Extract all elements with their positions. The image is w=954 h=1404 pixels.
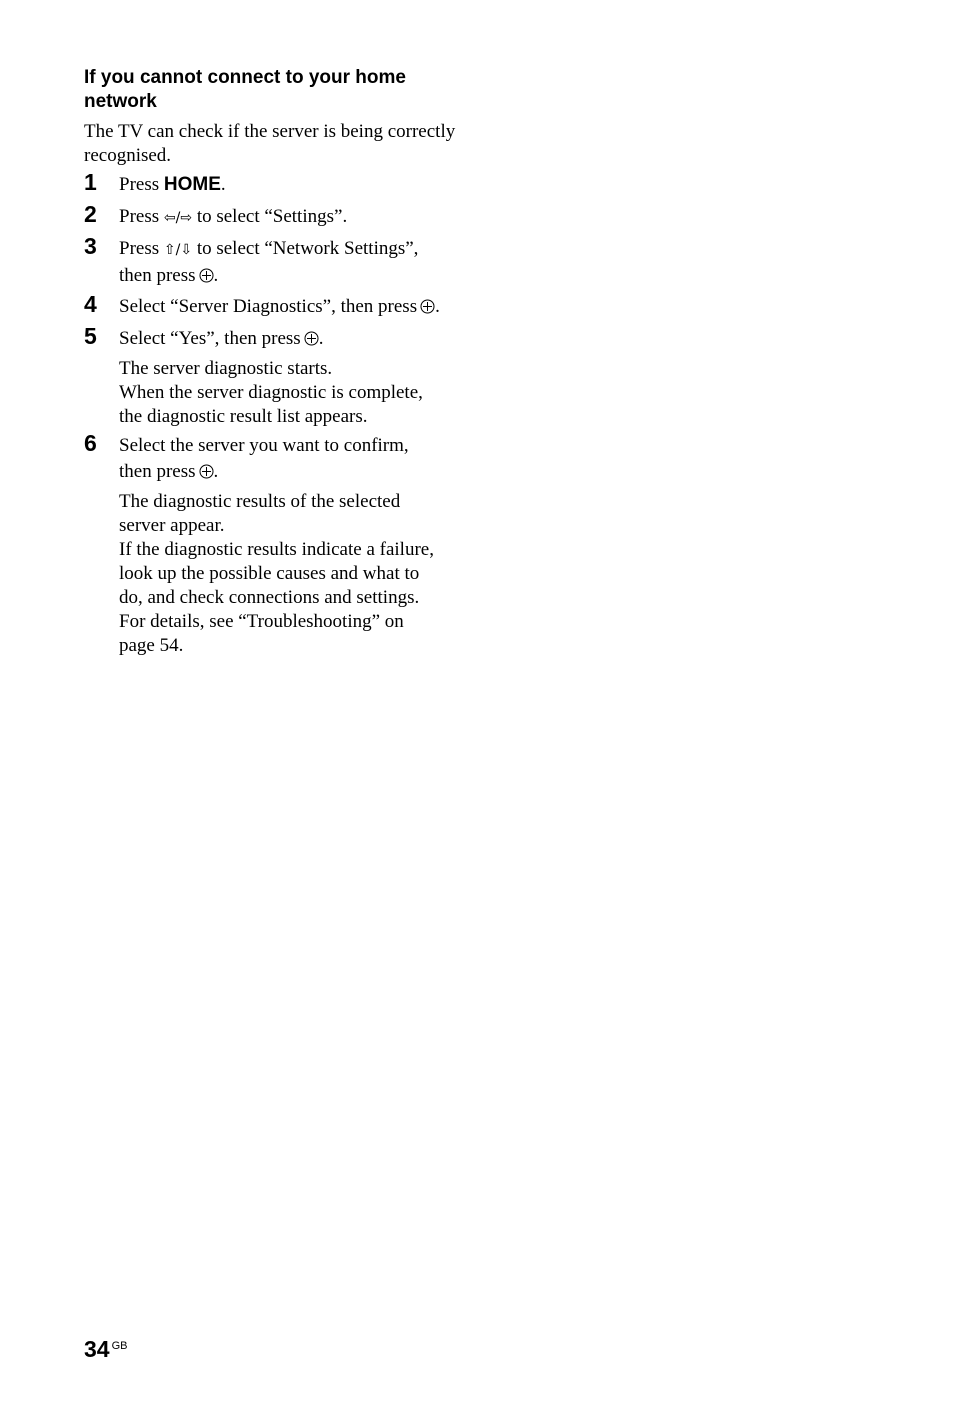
section-heading: If you cannot connect to your home network	[84, 67, 406, 112]
home-key-label: HOME	[163, 174, 221, 195]
step-5	[84, 323, 464, 429]
step-6	[84, 430, 464, 658]
step-1	[84, 169, 464, 198]
enter-button-icon	[304, 331, 319, 346]
up-down-arrow-icon: ⇧/⇩	[163, 242, 193, 258]
intro-paragraph: The TV can check if the server is being correctly recognised.	[84, 121, 456, 166]
step-instruction: Select the server you want to confirm,	[119, 435, 409, 456]
step-3	[84, 233, 464, 289]
step-4	[84, 291, 464, 320]
page-footer	[84, 1336, 128, 1363]
region-code: GB	[111, 1340, 128, 1352]
step-number: 6	[84, 430, 97, 456]
content-column	[84, 66, 464, 658]
step-instruction: Press ⇦/⇨ to select “Settings”.	[119, 206, 348, 227]
step-number: 2	[84, 201, 97, 227]
step-note: The server diagnostic starts. When the server diagnostic is complete, the diagnostic result list appears.	[119, 358, 423, 427]
left-right-arrow-icon: ⇦/⇨	[163, 210, 193, 226]
step-number: 4	[84, 291, 97, 317]
step-number: 5	[84, 323, 97, 349]
enter-button-icon	[199, 464, 214, 479]
page-number: 34	[84, 1336, 110, 1362]
step-instruction-continued: then press .	[119, 265, 219, 286]
step-number: 3	[84, 233, 97, 259]
step-number: 1	[84, 169, 97, 195]
enter-button-icon	[199, 268, 214, 283]
step-instruction: Press ⇧/⇩ to select “Network Settings”,	[119, 238, 419, 259]
step-note: The diagnostic results of the selected server appear. If the diagnostic results indicate a failure, look up the possible causes and what to do, and check connections and settings. For details, see “Troubleshooting” on page 54.	[119, 491, 434, 656]
step-instruction: Select “Yes”, then press .	[119, 328, 324, 349]
step-instruction: Select “Server Diagnostics”, then press .	[119, 296, 440, 317]
step-2	[84, 201, 464, 231]
enter-button-icon	[420, 299, 435, 314]
step-instruction-continued: then press .	[119, 461, 219, 482]
step-instruction: Press HOME.	[119, 174, 226, 195]
